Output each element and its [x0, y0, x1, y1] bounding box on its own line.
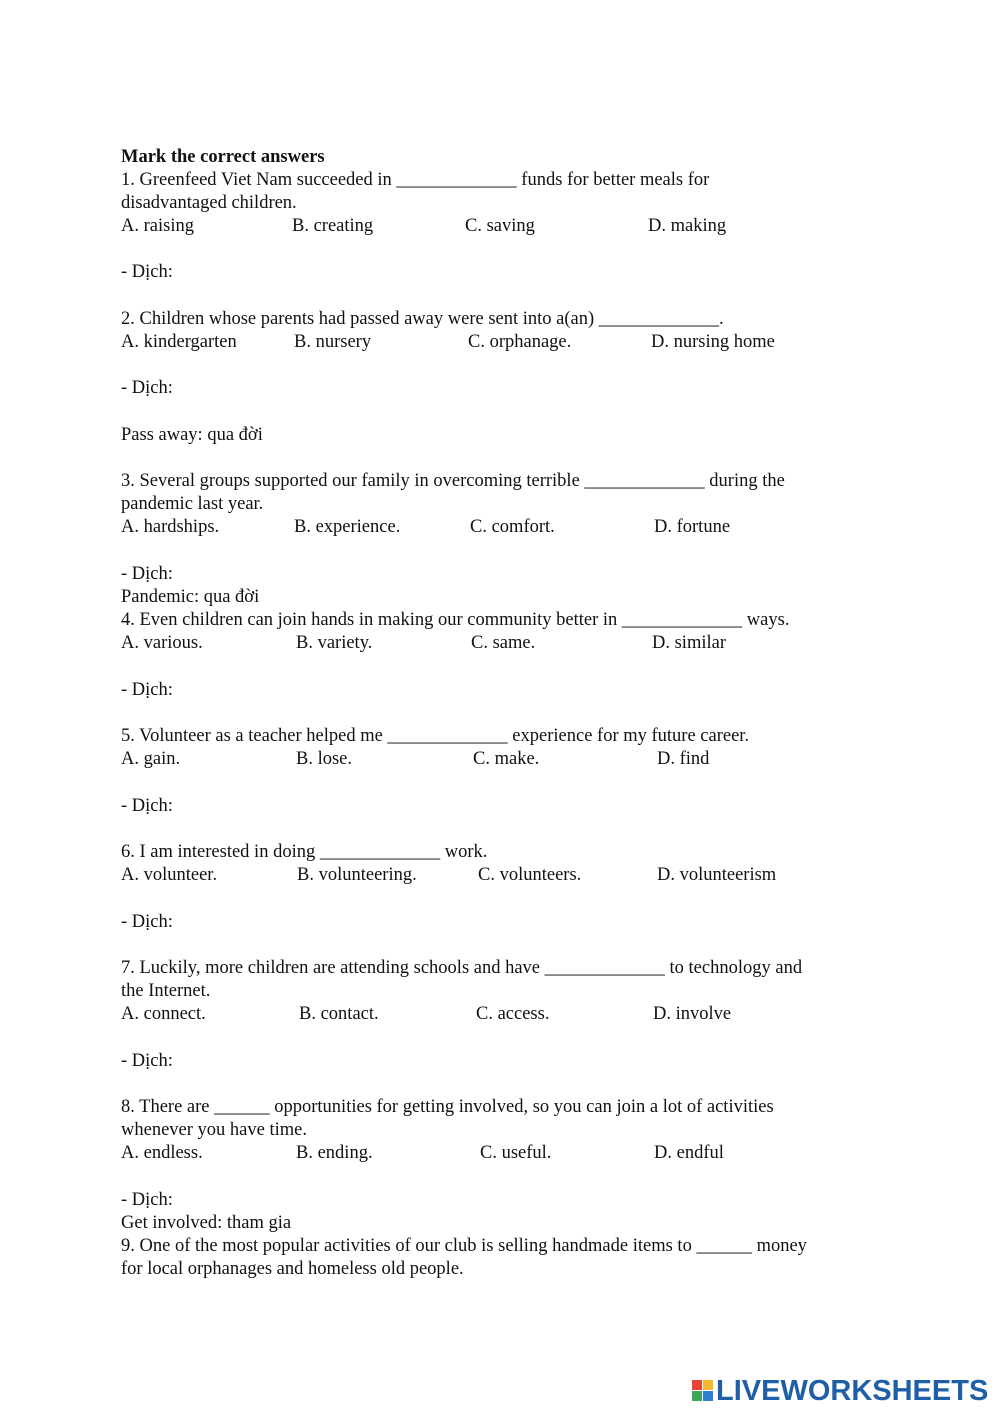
question-4-option-c[interactable]: C. same.	[471, 633, 536, 653]
question-1-option-c[interactable]: C. saving	[465, 216, 535, 236]
question-5-option-a[interactable]: A. gain.	[121, 749, 181, 769]
question-1-translation: - Dịch:	[121, 262, 173, 282]
question-2-option-c[interactable]: C. orphanage.	[468, 332, 572, 352]
question-8-translation: - Dịch:	[121, 1190, 173, 1210]
question-5-option-c[interactable]: C. make.	[473, 749, 540, 769]
question-9-line-1: 9. One of the most popular activities of our club is selling handmade items to ______ money	[121, 1236, 807, 1256]
question-3-option-a[interactable]: A. hardships.	[121, 517, 220, 537]
question-7-translation: - Dịch:	[121, 1051, 173, 1071]
question-8-line-2: whenever you have time.	[121, 1120, 307, 1140]
question-1-option-b[interactable]: B. creating	[292, 216, 374, 236]
question-7-option-b[interactable]: B. contact.	[299, 1004, 379, 1024]
question-5-option-d[interactable]: D. find	[657, 749, 710, 769]
question-3-option-b[interactable]: B. experience.	[294, 517, 401, 537]
question-2-line-1: 2. Children whose parents had passed away were sent into a(an) _____________.	[121, 309, 724, 329]
question-3-line-2: pandemic last year.	[121, 494, 264, 514]
question-1-line-1: 1. Greenfeed Viet Nam succeeded in _____________ funds for better meals for	[121, 170, 710, 190]
question-2-translation: - Dịch:	[121, 378, 173, 398]
question-6-option-a[interactable]: A. volunteer.	[121, 865, 218, 885]
question-5-option-b[interactable]: B. lose.	[296, 749, 353, 769]
question-2-note-1: Pass away: qua đời	[121, 425, 263, 445]
question-3-note-1: Pandemic: qua đời	[121, 587, 260, 607]
liveworksheets-logo[interactable]	[692, 1374, 988, 1408]
question-7-line-1: 7. Luckily, more children are attending schools and have _____________ to technology and	[121, 958, 803, 978]
question-8-option-d[interactable]: D. endful	[654, 1143, 724, 1163]
question-7-option-a[interactable]: A. connect.	[121, 1004, 206, 1024]
question-5-translation: - Dịch:	[121, 796, 173, 816]
question-6-option-c[interactable]: C. volunteers.	[478, 865, 582, 885]
question-5-line-1: 5. Volunteer as a teacher helped me _____________ experience for my future career.	[121, 726, 750, 746]
question-1-option-a[interactable]: A. raising	[121, 216, 194, 236]
question-4-option-a[interactable]: A. various.	[121, 633, 203, 653]
question-6-translation: - Dịch:	[121, 912, 173, 932]
question-3-option-d[interactable]: D. fortune	[654, 517, 731, 537]
question-7-option-c[interactable]: C. access.	[476, 1004, 550, 1024]
question-8-line-1: 8. There are ______ opportunities for getting involved, so you can join a lot of activities	[121, 1097, 774, 1117]
question-4-translation: - Dịch:	[121, 680, 173, 700]
question-1-option-d[interactable]: D. making	[648, 216, 727, 236]
logo-text: LIVEWORKSHEETS	[716, 1374, 989, 1407]
question-8-note-1: Get involved: tham gia	[121, 1213, 292, 1233]
question-1-line-2: disadvantaged children.	[121, 193, 297, 213]
liveworksheets-logo-icon	[692, 1380, 714, 1402]
question-6-option-b[interactable]: B. volunteering.	[297, 865, 417, 885]
question-8-option-c[interactable]: C. useful.	[480, 1143, 552, 1163]
question-9-line-2: for local orphanages and homeless old people.	[121, 1259, 464, 1279]
question-3-line-1: 3. Several groups supported our family in overcoming terrible _____________ during the	[121, 471, 785, 491]
question-8-option-a[interactable]: A. endless.	[121, 1143, 203, 1163]
question-4-line-1: 4. Even children can join hands in making our community better in _____________ ways.	[121, 610, 790, 630]
question-8-option-b[interactable]: B. ending.	[296, 1143, 373, 1163]
question-4-option-b[interactable]: B. variety.	[296, 633, 373, 653]
heading: Mark the correct answers	[121, 147, 325, 167]
question-6-option-d[interactable]: D. volunteerism	[657, 865, 777, 885]
question-2-option-d[interactable]: D. nursing home	[651, 332, 775, 352]
question-7-option-d[interactable]: D. involve	[653, 1004, 732, 1024]
question-2-option-a[interactable]: A. kindergarten	[121, 332, 237, 352]
question-3-option-c[interactable]: C. comfort.	[470, 517, 555, 537]
question-3-translation: - Dịch:	[121, 564, 173, 584]
question-2-option-b[interactable]: B. nursery	[294, 332, 372, 352]
question-7-line-2: the Internet.	[121, 981, 211, 1001]
question-6-line-1: 6. I am interested in doing _____________ work.	[121, 842, 488, 862]
question-4-option-d[interactable]: D. similar	[652, 633, 726, 653]
